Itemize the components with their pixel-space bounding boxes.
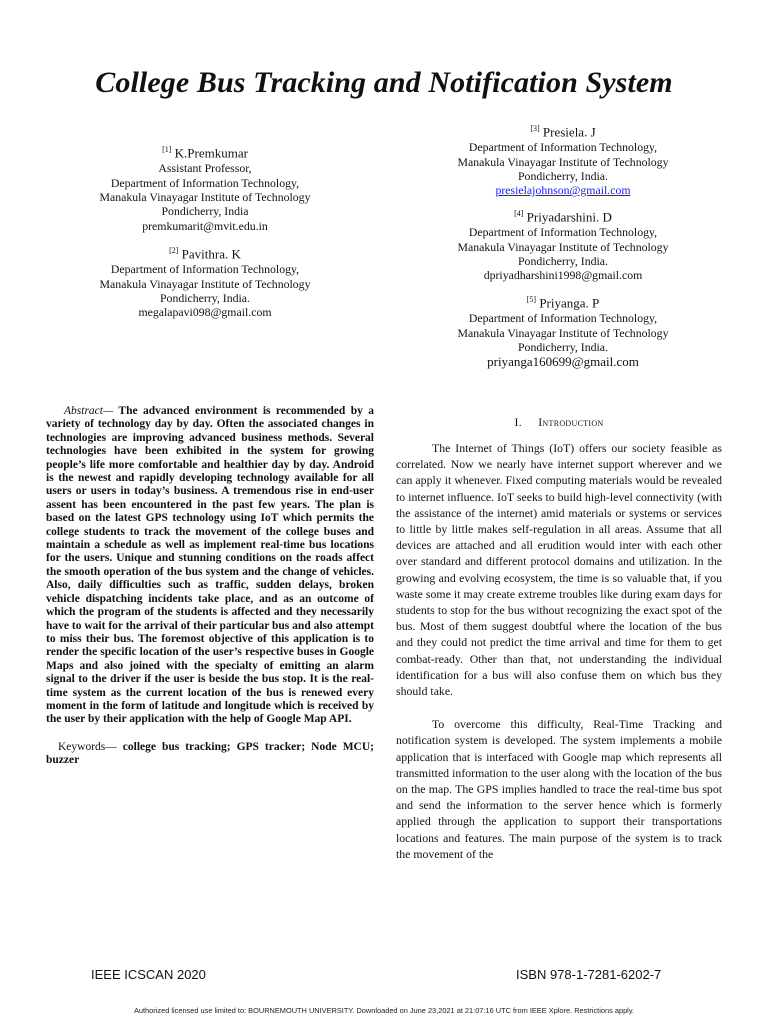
author-institute: Manakula Vinayagar Institute of Technology [99, 276, 311, 291]
author-ref-number: [5] [526, 295, 537, 304]
author-name: Presiela. J [542, 124, 596, 140]
author-department: Department of Information Technology, [468, 311, 658, 326]
conference-name: IEEE ICSCAN 2020 [91, 967, 206, 982]
intro-paragraph-2: To overcome this difficulty, Real-Time Tracking and notification system is developed. The system implements a mobile application that is interfaced with Google map which represents all transmitted information to the user along with the location of the bus on the map. The GPS implies handled to trace the real-time bus spot and send the information to the server hence which is formerly applied through the application to support their transportations locations and features. The main purpose of the system is to track the movement of the [396, 717, 722, 861]
author-position: Assistant Professor, [158, 161, 252, 176]
author-institute: Manakula Vinayagar Institute of Technology [457, 239, 669, 254]
keywords [46, 741, 374, 768]
author-email[interactable]: premkumarit@mvit.edu.in [142, 218, 268, 233]
intro-paragraph-1: The Internet of Things (IoT) offers our society feasible as correlated. Now we nearly have internet support wherever and we can apply it whenever. Fixed computing materials would be revealed to internet influence. IoT seeks to build high-level connectivity (with the assistance of the internet) amid materials or systems or services to little by little makes self-regulation in all areas. Assume that all devices are attached and all erudition would inter with each other over standard and different protocol domains and utilization. In the growing and evolving ecosystem, the time is so valuable that, if you waste some it may create extreme troubles like during exam days for students to stop for the bus without recognizing the exact spot of the bus. Most of them suggest doubtful where the location of the bus and they could not predict the time arrival and time for them to get combat-ready. Other than that, not understanding the individual identification for a bus will also confuse them on which bus they should take. [396, 441, 722, 699]
author-name: Priyanga. P [539, 295, 600, 311]
isbn: ISBN 978-1-7281-6202-7 [516, 967, 662, 982]
author-name-line [80, 142, 330, 161]
author-institute: Manakula Vinayagar Institute of Technology [457, 154, 669, 169]
author-name: Pavithra. K [181, 246, 241, 262]
author-ref-number: [3] [530, 124, 540, 133]
author-email[interactable]: megalapavi098@gmail.com [138, 305, 272, 320]
author-department: Department of Information Technology, [468, 140, 658, 155]
author-name: Priyadarshini. D [526, 209, 612, 225]
right-column [396, 440, 722, 862]
author-name: K.Premkumar [174, 145, 248, 161]
section-number: I. [514, 415, 522, 429]
author-block-1 [80, 142, 330, 233]
author-ref-number: [2] [169, 246, 179, 255]
author-location: Pondicherry, India [161, 204, 249, 219]
author-name-line [80, 243, 330, 262]
author-location: Pondicherry, India. [518, 339, 608, 354]
keywords-lead: Keywords— [58, 740, 117, 753]
section-heading [396, 415, 722, 430]
author-name-line [428, 206, 698, 225]
author-department: Department of Information Technology, [468, 225, 658, 240]
author-institute: Manakula Vinayagar Institute of Technology [99, 189, 311, 204]
section-title: Introduction [538, 415, 604, 429]
author-block-2 [80, 243, 330, 320]
author-email[interactable]: dpriyadharshini1998@gmail.com [483, 268, 643, 283]
author-department: Department of Information Technology, [110, 175, 300, 190]
author-institute: Manakula Vinayagar Institute of Technology [457, 325, 669, 340]
author-block-5 [428, 292, 698, 370]
license-notice: Authorized licensed use limited to: BOURNEMOUTH UNIVERSITY. Downloaded on June 23,2021 at 21:07:16 UTC from IEEE Xplore. Restrictions apply. [133, 1006, 635, 1015]
left-column [46, 405, 374, 768]
author-block-4 [428, 206, 698, 283]
author-location: Pondicherry, India. [518, 168, 608, 183]
author-ref-number: [1] [162, 145, 172, 154]
author-location: Pondicherry, India. [160, 290, 250, 305]
author-email-link[interactable]: presielajohnson@gmail.com [495, 183, 631, 198]
abstract [46, 405, 374, 727]
author-location: Pondicherry, India. [518, 253, 608, 268]
abstract-text: The advanced environment is recommended by a variety of technology day by day. Often the associated changes in technologies are improving advanced business methods. Several technologies have been exhibited in the system for growing people’s life more comfortable and healthier day by day. Android is the newest and rapidly developing technology available for all users or users in today’s business. A tremendous rise in end-user assent has been encountered in the past few years. The plan is based on the latest GPS technology using IoT which permits the college students to track the movement of the college buses and maintain a schedule as well as implement real-time bus locations for the users. Unique and stunning conditions on the roads affect the smooth operation of the bus system and the change of vehicles. Also, daily difficulties such as traffic, sudden delays, broken vehicle dispatching incidents take place, and as an outcome of which the program of the students is affected and they necessarily have to wait for the arrival of their particular bus and also attempt to miss their bus. The foremost objective of this application is to render the specific location of the user’s respective buses in Google Maps and also joined with the specialty of emitting an alarm signal to the driver if the user is beside the bus stop. It is the real-time system as the current location of the bus is renewed every moment in the form of latitude and longitude which is received by the user by their application with the help of Google Map API. [46, 405, 374, 726]
author-name-line [428, 292, 698, 311]
author-ref-number: [4] [514, 209, 524, 218]
author-department: Department of Information Technology, [110, 262, 300, 277]
abstract-lead: Abstract— [64, 405, 114, 417]
author-name-line [428, 121, 698, 140]
author-block-3 [428, 121, 698, 198]
keywords-text: college bus tracking; GPS tracker; Node MCU; buzzer [46, 740, 374, 767]
paper-title: College Bus Tracking and Notification System [95, 66, 673, 99]
author-email[interactable]: priyanga160699@gmail.com [487, 354, 639, 370]
